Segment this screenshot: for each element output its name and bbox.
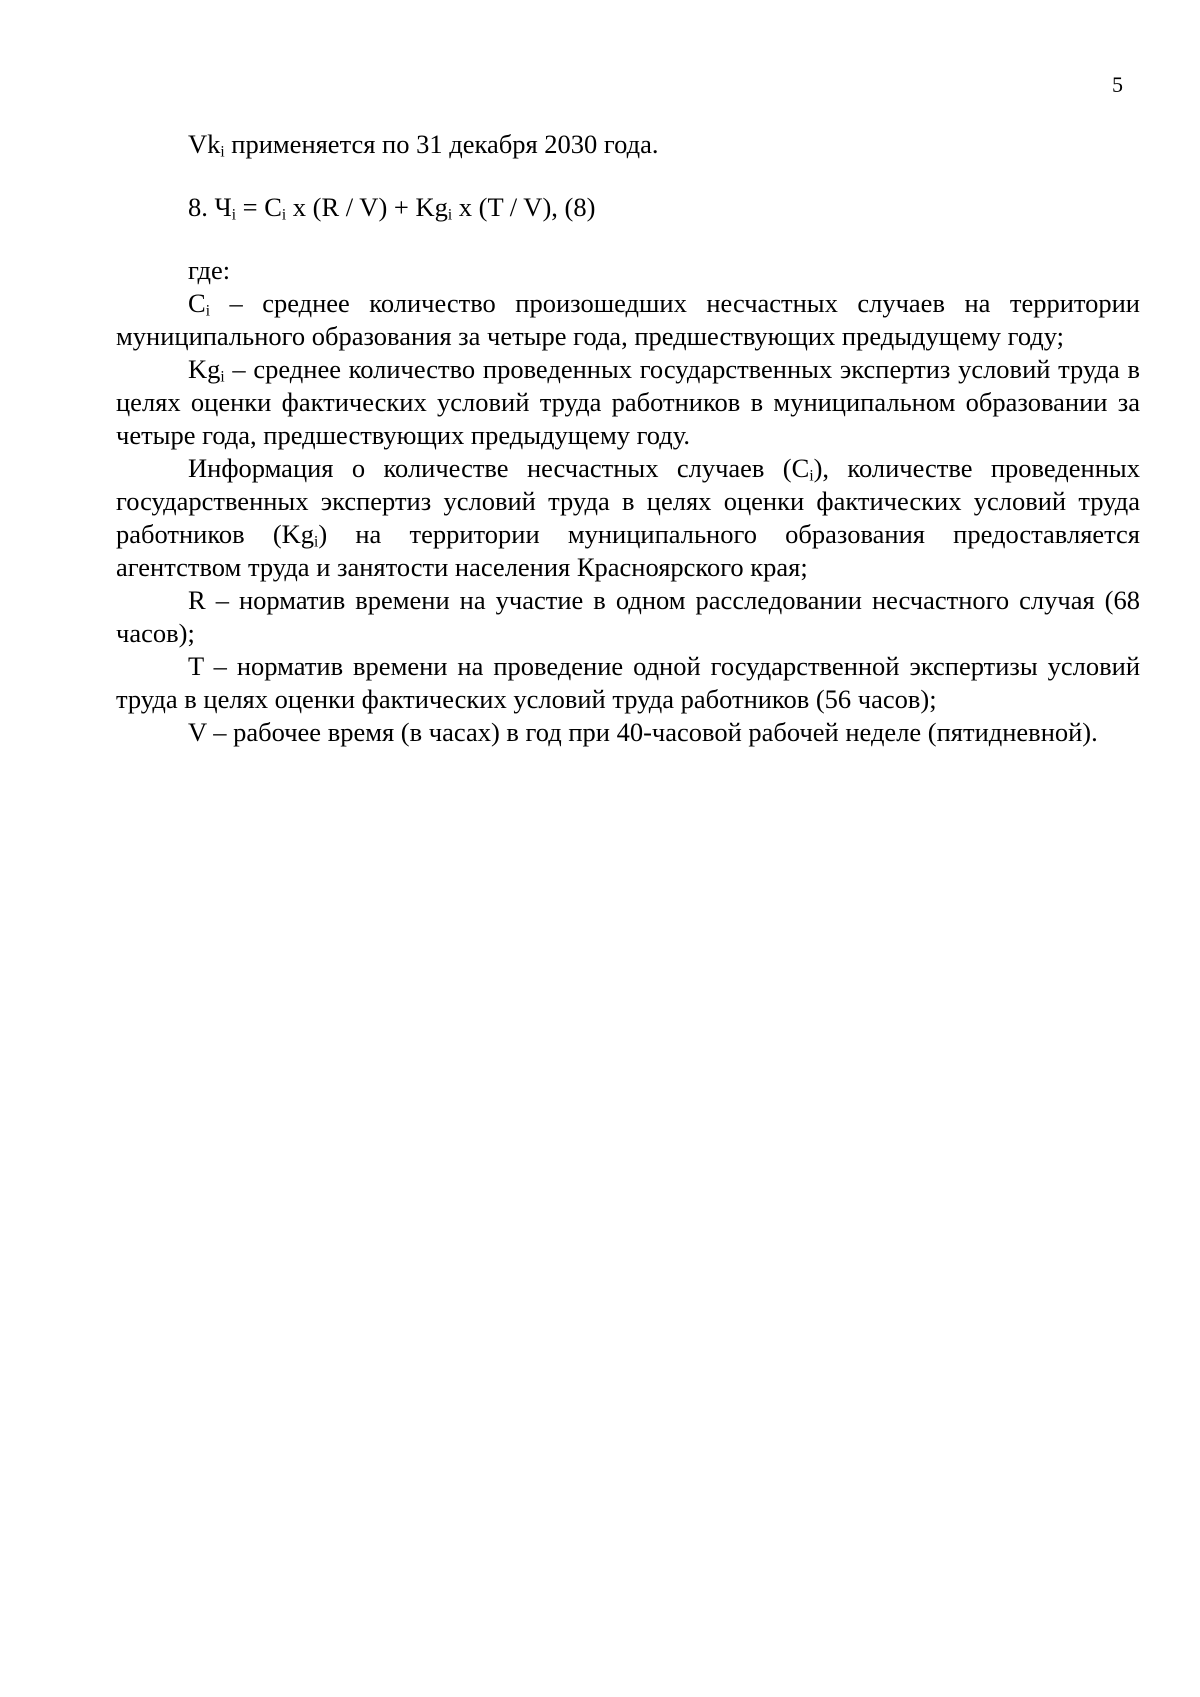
definition-subscript: i <box>220 368 225 386</box>
vk-symbol: Vk <box>188 129 221 159</box>
formula-prefix: 8. Ч <box>188 192 232 222</box>
formula-subscript: i <box>231 206 237 224</box>
definition-kg <box>116 353 1140 452</box>
definition-t: T – норматив времени на проведение одной государственной экспертизы условий труда в целях оценки фактических условий труда работников (56 часов); <box>116 651 1140 714</box>
info-paragraph <box>116 452 1140 584</box>
formula-part: = C <box>236 192 282 222</box>
validity-note <box>116 128 1140 161</box>
formula-subscript: i <box>447 206 453 224</box>
info-subscript: i <box>314 533 319 551</box>
formula-part: x (T / V), (8) <box>452 192 596 222</box>
info-text: ) на территории муниципального образования предоставляется агентством труда и занятости населения Красноярского края; <box>116 519 1140 582</box>
validity-text: применяется по 31 декабря 2030 года. <box>224 129 659 159</box>
definition-subscript: i <box>205 302 210 320</box>
formula-8 <box>116 191 1140 224</box>
definition-symbol: C <box>188 288 206 318</box>
document-body <box>116 128 1140 749</box>
info-text: ), количестве проведенных государственных экспертиз условий труда в целях оценки фактических условий труда работников (Kg <box>116 453 1140 549</box>
page-number: 5 <box>1112 72 1123 97</box>
definition-text: – среднее количество произошедших несчастных случаев на территории муниципального образования за четыре года, предшествующих предыдущему году; <box>116 288 1140 351</box>
info-text: Информация о количестве несчастных случаев (C <box>188 453 810 483</box>
info-subscript: i <box>809 467 814 485</box>
formula-subscript: i <box>281 206 287 224</box>
where-label: где: <box>188 255 231 285</box>
definition-text: – среднее количество проведенных государственных экспертиз условий труда в целях оценки фактических условий труда работников в муниципальном образовании за четыре года, предшествующих предыдущему году. <box>116 354 1140 450</box>
definition-r: R – норматив времени на участие в одном расследовании несчастного случая (68 часов); <box>116 585 1140 648</box>
definition-symbol: Kg <box>188 354 221 384</box>
definition-v: V – рабочее время (в часах) в год при 40-часовой рабочей неделе (пятидневной). <box>188 717 1098 747</box>
formula-part: x (R / V) + Kg <box>286 192 448 222</box>
vk-subscript: i <box>220 143 225 161</box>
definition-c <box>116 287 1140 353</box>
